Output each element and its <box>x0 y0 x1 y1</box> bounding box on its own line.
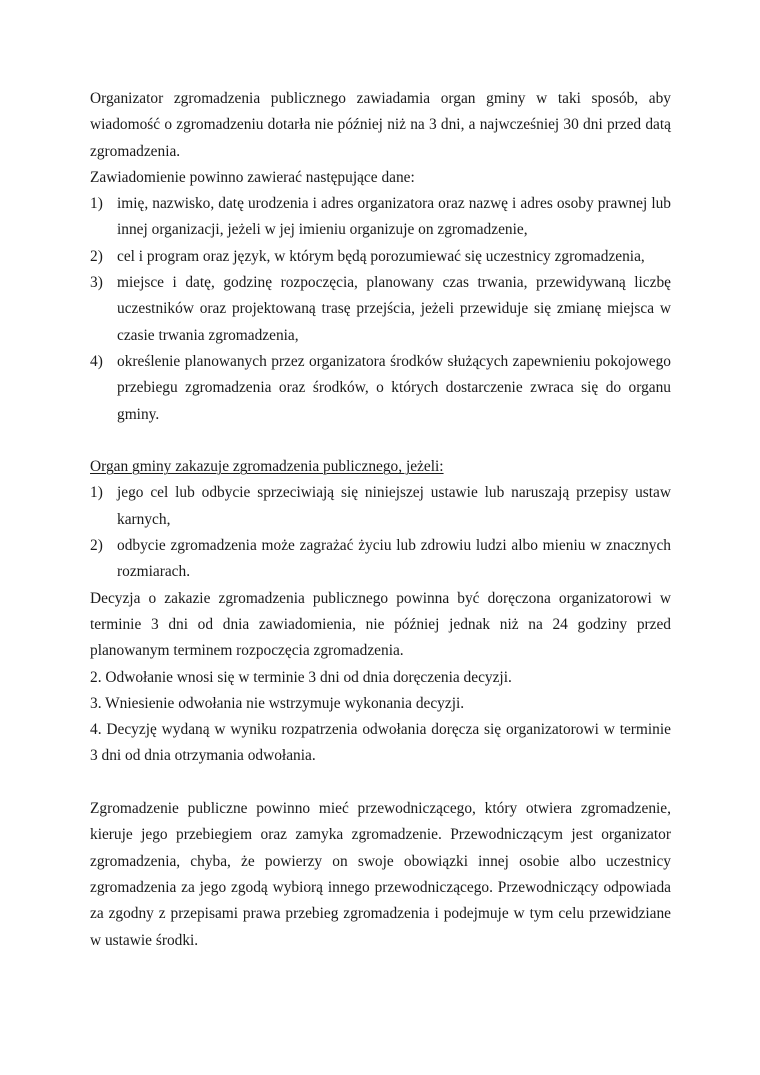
decision-paragraph: Decyzja o zakazie zgromadzenia publicznego powinna być doręczona organizatorowi w terminie 3 dni od dnia zawiadomienia, nie później jednak niż na 24 godziny przed planowanym terminem rozpoczęcia zgromadzenia. <box>90 589 671 660</box>
appeal-point-3: 3. Wniesienie odwołania nie wstrzymuje wykonania decyzji. <box>90 694 465 712</box>
list-item-text: miejsce i datę, godzinę rozpoczęcia, planowany czas trwania, przewidywaną liczbę uczestników oraz projektowaną trasę przejścia, jeżeli przewiduje się zmianę miejsca w czasie trwania zgromadzenia, <box>117 274 671 344</box>
list-item-number: 2) <box>90 247 103 265</box>
list-item-number: 3) <box>90 274 103 292</box>
list-item-number: 1) <box>90 484 103 502</box>
list-item <box>90 191 671 244</box>
list-item <box>90 349 671 428</box>
appeal-point-2: 2. Odwołanie wnosi się w terminie 3 dni od dnia doręczenia decyzji. <box>90 668 512 686</box>
list-item-number: 4) <box>90 352 103 370</box>
list-item <box>90 480 671 533</box>
chairperson-paragraph: Zgromadzenie publiczne powinno mieć przewodniczącego, który otwiera zgromadzenie, kieruje jego przebiegiem oraz zamyka zgromadzenie. Przewodniczącym jest organizator zgromadzenia, chyba, że powierzy on swoje obowiązki innej osobie albo uczestnicy zgromadzenia za jego zgodą wybiorą innego przewodniczącego. Przewodniczący odpowiada za zgodny z przepisami prawa przebieg zgromadzenia i podejmuje w tym celu przewidziane w ustawie środki. <box>90 800 671 949</box>
appeal-point-4: 4. Decyzję wydaną w wyniku rozpatrzenia odwołania doręcza się organizatorowi w terminie 3 dni od dnia otrzymania odwołania. <box>90 721 671 765</box>
prohibition-conditions-list <box>90 480 671 585</box>
intro-paragraph: Organizator zgromadzenia publicznego zawiadamia organ gminy w taki sposób, aby wiadomość o zgromadzeniu dotarła nie później niż na 3 dni, a najwcześniej 30 dni przed datą zgromadzenia. <box>90 90 671 160</box>
notification-requirements-list <box>90 191 671 428</box>
list-item <box>90 270 671 349</box>
list-item <box>90 533 671 586</box>
list-item-number: 2) <box>90 537 103 555</box>
list-item-text: jego cel lub odbycie sprzeciwiają się niniejszej ustawie lub naruszają przepisy ustaw karnych, <box>117 484 671 528</box>
list-item-text: imię, nazwisko, datę urodzenia i adres organizatora oraz nazwę i adres osoby prawnej lub innej organizacji, jeżeli w jej imieniu organizuje on zgromadzenie, <box>117 195 671 239</box>
document-body <box>90 86 671 954</box>
paragraph-spacer <box>90 770 671 796</box>
paragraph-spacer <box>90 428 671 454</box>
prohibition-heading-text: Organ gminy zakazuje zgromadzenia publicznego, jeżeli: <box>90 458 444 476</box>
list-item-text: określenie planowanych przez organizatora środków służących zapewnieniu pokojowego przebiegu zgromadzenia oraz środków, o których dostarczenie zwraca się do organu gminy. <box>117 352 671 423</box>
notification-list-heading: Zawiadomienie powinno zawierać następujące dane: <box>90 168 415 186</box>
list-item-number: 1) <box>90 195 103 213</box>
list-item-text: cel i program oraz język, w którym będą porozumiewać się uczestnicy zgromadzenia, <box>117 247 645 265</box>
list-item <box>90 244 671 270</box>
prohibition-heading <box>90 454 671 480</box>
list-item-text: odbycie zgromadzenia może zagrażać życiu lub zdrowiu ludzi albo mieniu w znacznych rozmiarach. <box>117 537 671 581</box>
